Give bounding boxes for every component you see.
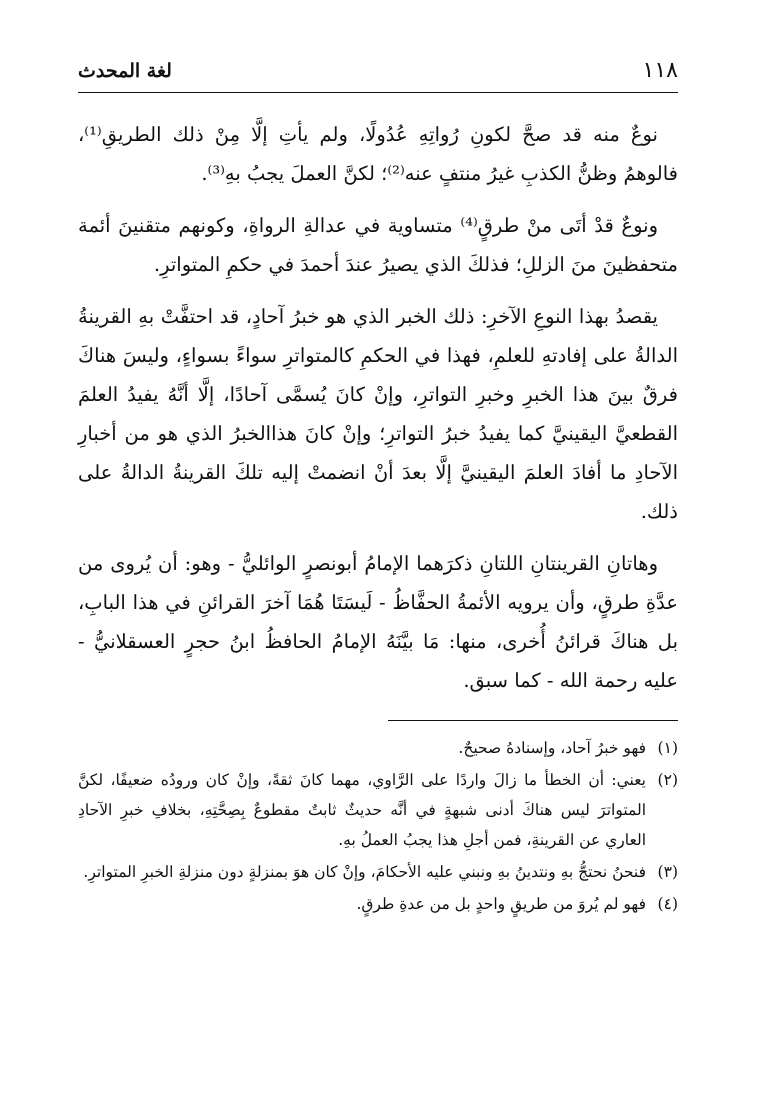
footnote-text: فنحنُ نحتجُّ بهِ ونتدينُ بهِ ونبني عليه الأحكامَ، وإنْ كان هوَ بمنزلةٍ دون منزلةِ الخبرِ المتواترِ. xyxy=(83,863,646,881)
footnote-text: فهو خبرُ آحاد، وإسنادهُ صحيحٌ. xyxy=(458,739,646,757)
footnote-text: يعني: أن الخطأ ما زالَ واردًا على الرَّاوي، مهما كانَ ثقةً، وإنْ كان ورودُه ضعيفًا، لكنَّ المتواترَ ليس هناكَ أدنى شبهةٍ في أنَّه حديثٌ ثابتٌ مقطوعٌ بِصِحَّتِهِ، بخلافِ خبرِ الآحادِ العاري عن القرينةِ، فمن أجلِ هذا يجبُ العملُ بهِ. xyxy=(78,771,646,849)
header-rule xyxy=(78,92,678,93)
page-number: ١١٨ xyxy=(642,58,678,83)
footnotes xyxy=(78,733,678,919)
main-text xyxy=(78,115,678,700)
footnote-number: (٤) xyxy=(657,895,678,913)
footnote xyxy=(78,889,678,919)
footnote-number: (٢) xyxy=(657,771,678,789)
paragraph: نوعٌ منه قد صحَّ لكونِ رُواتِهِ عُدُولًا، ولم يأتِ إلَّا مِنْ ذلك الطريقِ⁽¹⁾، فالوهمُ وظنُّ الكذبِ غيرُ منتفٍ عنه⁽²⁾؛ لكنَّ العملَ يجبُ بهِ⁽³⁾. xyxy=(78,123,678,185)
running-title: لغة المحدث xyxy=(78,60,172,82)
paragraph: يقصدُ بهذا النوعِ الآخرِ: ذلك الخبر الذي هو خبرُ آحادٍ، قد احتفَّتْ بهِ القرينةُ الدالةُ على إفادتهِ للعلمِ، فهذا في الحكمِ كالمتواترِ سواءً بسواءٍ، وليسَ هناكَ فرقٌ بينَ هذا الخبرِ وخبرِ التواترِ، وإنْ كانَ يُسمَّى آحادًا، إلَّا أنَّهُ يفيدُ العلمَ القطعيَّ اليقينيَّ كما يفيدُ خبرُ التواترِ؛ وإنْ كانَ هذاالخبرُ الذي هو من أخبارِ الآحادِ ما أفادَ العلمَ اليقينيَّ إلَّا بعدَ أنْ انضمتْ إليه تلكَ القرينةُ الدالةُ على ذلك. xyxy=(78,305,678,523)
footnote-number: (٣) xyxy=(657,863,678,881)
paragraph: وهاتانِ القرينتانِ اللتانِ ذكرَهما الإمامُ أبونصرٍ الوائليُّ - وهو: أن يُروى من عدَّةِ طرقٍ، وأن يرويه الأئمةُ الحفَّاظُ - لَيسَتَا هُمَا آخرَ القرائنِ في هذا البابِ، بل هناكَ قرائنُ أُخرى، منها: مَا بيَّنَهُ الإمامُ الحافظُ ابنُ حجرٍ العسقلانيُّ - عليه رحمة الله - كما سبق. xyxy=(78,552,678,692)
footnote xyxy=(78,857,678,887)
running-header xyxy=(78,58,678,92)
book-page xyxy=(78,58,678,921)
footnote-number: (١) xyxy=(657,739,678,757)
footnote-rule xyxy=(388,720,678,721)
footnote xyxy=(78,733,678,763)
paragraph: ونوعٌ قدْ أتَى منْ طرقٍ⁽⁴⁾ متساوية في عدالةِ الرواةِ، وكونهم متقنينَ أئمة متحفظينَ منَ الزللِ؛ فذلكَ الذي يصيرُ عندَ أحمدَ في حكمِ المتواترِ. xyxy=(78,214,678,276)
footnote-text: فهو لم يُروَ من طريقٍ واحدٍ بل من عدةِ طرقٍ. xyxy=(356,895,646,913)
footnote xyxy=(78,765,678,855)
